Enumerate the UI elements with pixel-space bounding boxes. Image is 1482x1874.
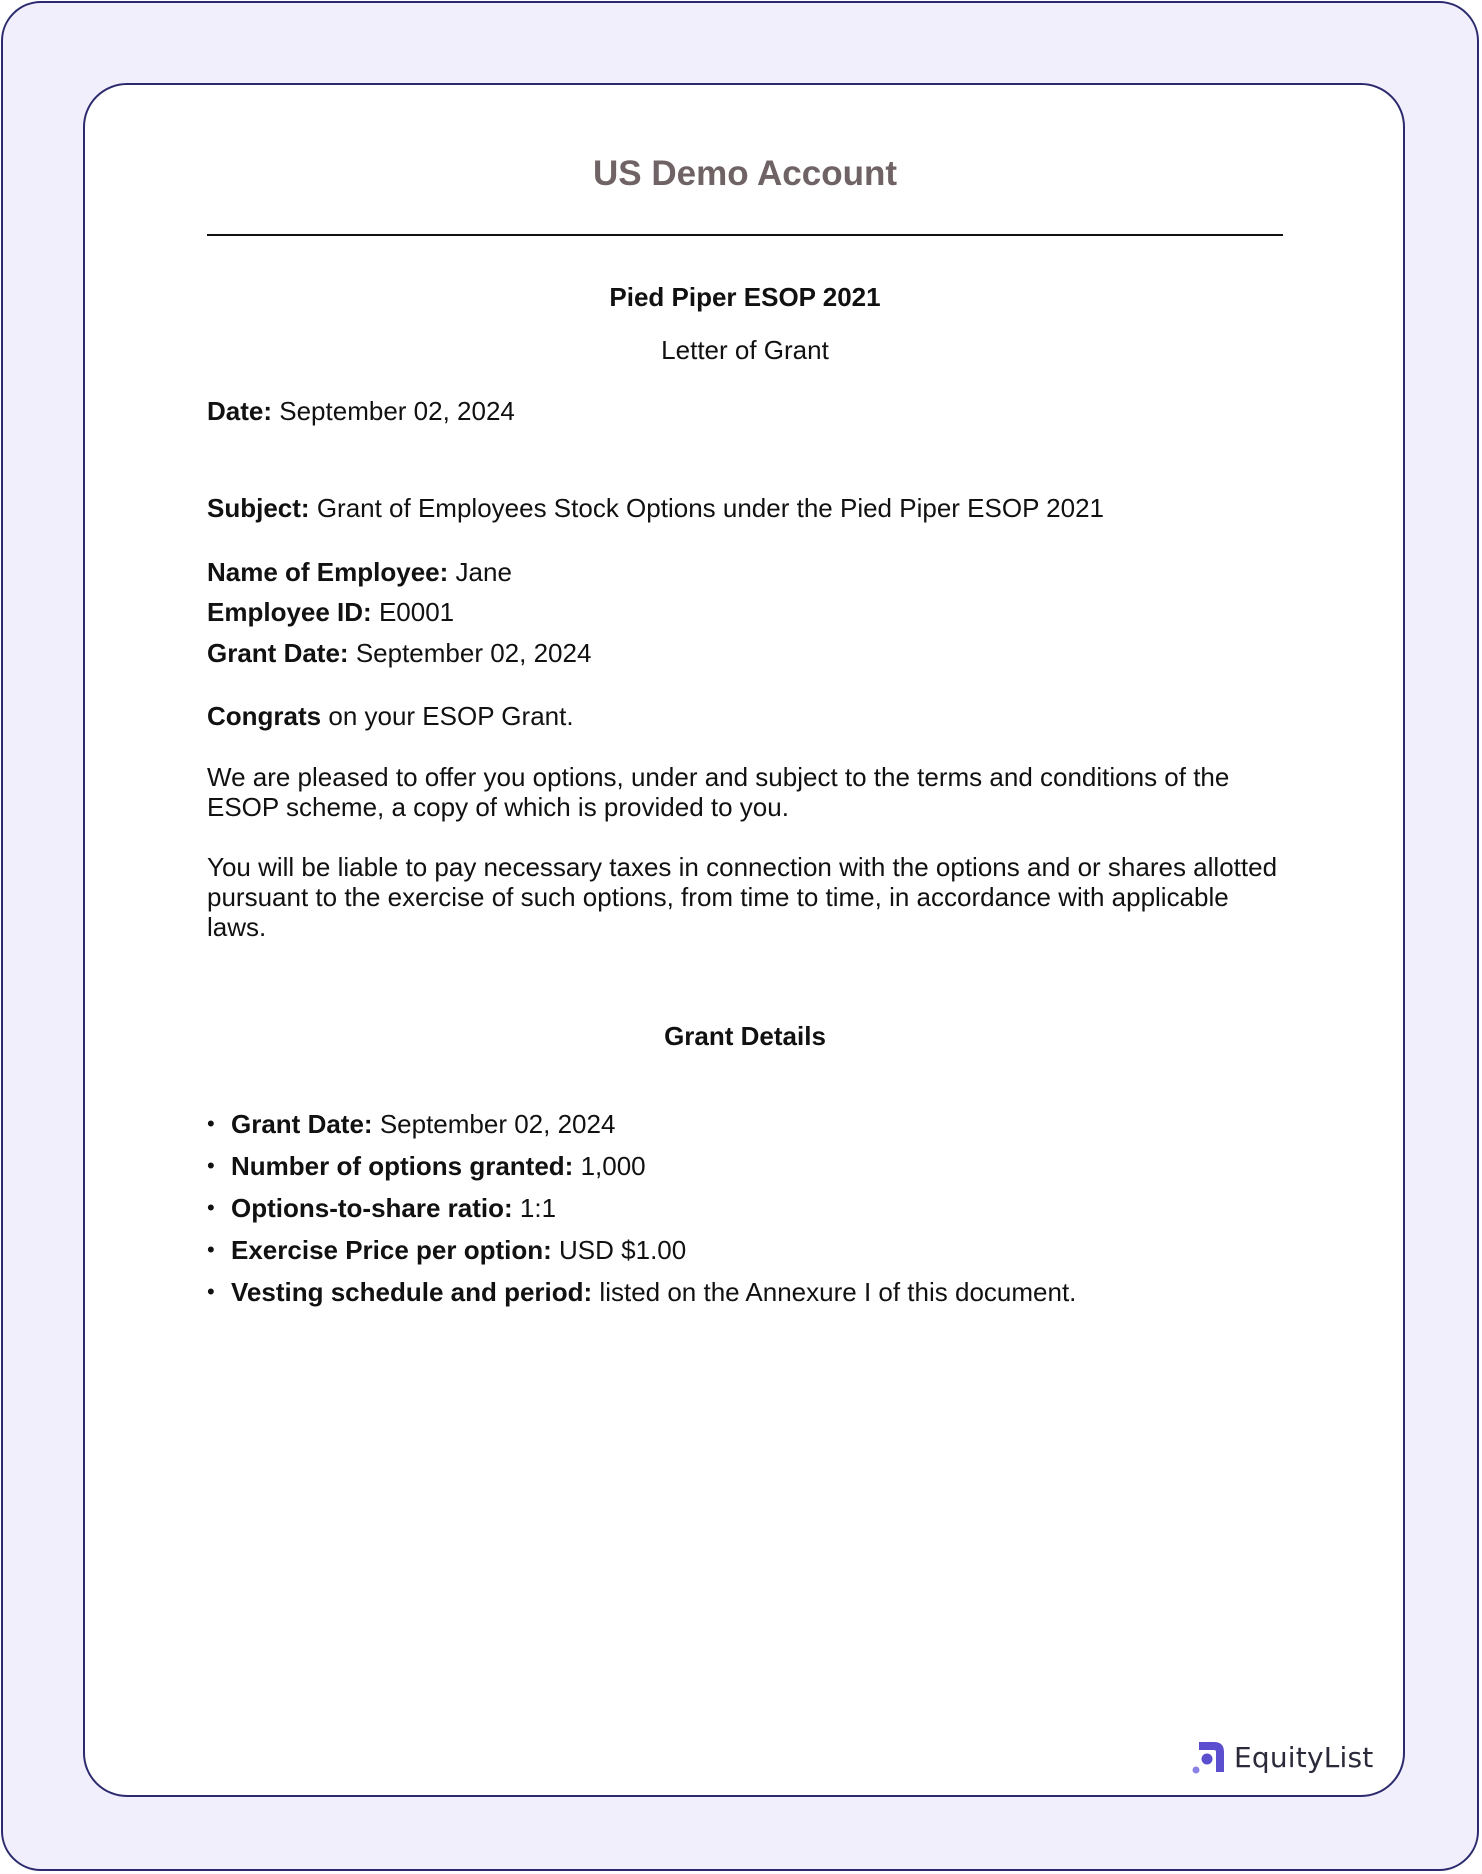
subject-label: Subject: bbox=[207, 493, 310, 523]
employee-name-value: Jane bbox=[455, 557, 512, 587]
list-item bbox=[207, 1271, 1283, 1313]
congrats-line bbox=[207, 701, 1283, 731]
list-item bbox=[207, 1145, 1283, 1187]
grant-date-label: Grant Date: bbox=[207, 638, 349, 668]
bullet-icon: • bbox=[207, 1195, 215, 1220]
offer-paragraph: We are pleased to offer you options, under and subject to the terms and conditions of the ESOP scheme, a copy of which is provided to you. bbox=[207, 762, 1230, 822]
detail-value: listed on the Annexure I of this document. bbox=[599, 1277, 1077, 1307]
letter-card bbox=[83, 83, 1405, 1797]
document-type: Letter of Grant bbox=[661, 335, 829, 365]
list-item bbox=[207, 1229, 1283, 1271]
logo-wordmark: EquityList bbox=[1234, 1740, 1374, 1774]
detail-value: 1:1 bbox=[519, 1193, 557, 1223]
subject-line bbox=[207, 493, 1283, 523]
grant-details-heading: Grant Details bbox=[664, 1021, 826, 1051]
detail-label: Vesting schedule and period: bbox=[231, 1277, 593, 1307]
date-value: September 02, 2024 bbox=[279, 396, 515, 426]
plan-name: Pied Piper ESOP 2021 bbox=[609, 282, 881, 312]
bullet-icon: • bbox=[207, 1279, 215, 1304]
list-item bbox=[207, 1103, 1283, 1145]
subject-value: Grant of Employees Stock Options under the Pied Piper ESOP 2021 bbox=[316, 493, 1104, 523]
congrats-bold: Congrats bbox=[207, 701, 322, 731]
grant-date-line bbox=[207, 638, 1283, 668]
bullet-icon: • bbox=[207, 1153, 215, 1178]
detail-label: Options-to-share ratio: bbox=[231, 1193, 513, 1223]
congrats-rest: on your ESOP Grant. bbox=[328, 701, 574, 731]
equitylist-logo bbox=[1190, 1738, 1373, 1776]
detail-label: Exercise Price per option: bbox=[231, 1235, 552, 1265]
detail-value: USD $1.00 bbox=[559, 1235, 687, 1265]
bullet-icon: • bbox=[207, 1237, 215, 1262]
grant-date-value: September 02, 2024 bbox=[355, 638, 592, 668]
list-item bbox=[207, 1187, 1283, 1229]
employee-id-value: E0001 bbox=[378, 597, 455, 627]
tax-paragraph: You will be liable to pay necessary taxes in connection with the options and or shares allotted pursuant to the exercise of such options, from time to time, in accordance with applicable laws. bbox=[207, 852, 1278, 942]
employee-name-line bbox=[207, 557, 1283, 587]
title-divider bbox=[207, 234, 1283, 236]
employee-id-line bbox=[207, 597, 1283, 627]
bullet-icon: • bbox=[207, 1111, 215, 1136]
account-title: US Demo Account bbox=[592, 154, 897, 193]
detail-value: September 02, 2024 bbox=[379, 1109, 616, 1139]
employee-id-label: Employee ID: bbox=[207, 597, 372, 627]
detail-label: Number of options granted: bbox=[231, 1151, 574, 1181]
equitylist-logo-icon bbox=[1190, 1738, 1228, 1776]
grant-details-list bbox=[207, 1103, 1283, 1313]
date-line bbox=[207, 396, 1283, 426]
detail-value: 1,000 bbox=[580, 1151, 646, 1181]
date-label: Date: bbox=[207, 396, 273, 426]
employee-name-label: Name of Employee: bbox=[207, 557, 449, 587]
detail-label: Grant Date: bbox=[231, 1109, 373, 1139]
page-frame bbox=[1, 1, 1479, 1871]
